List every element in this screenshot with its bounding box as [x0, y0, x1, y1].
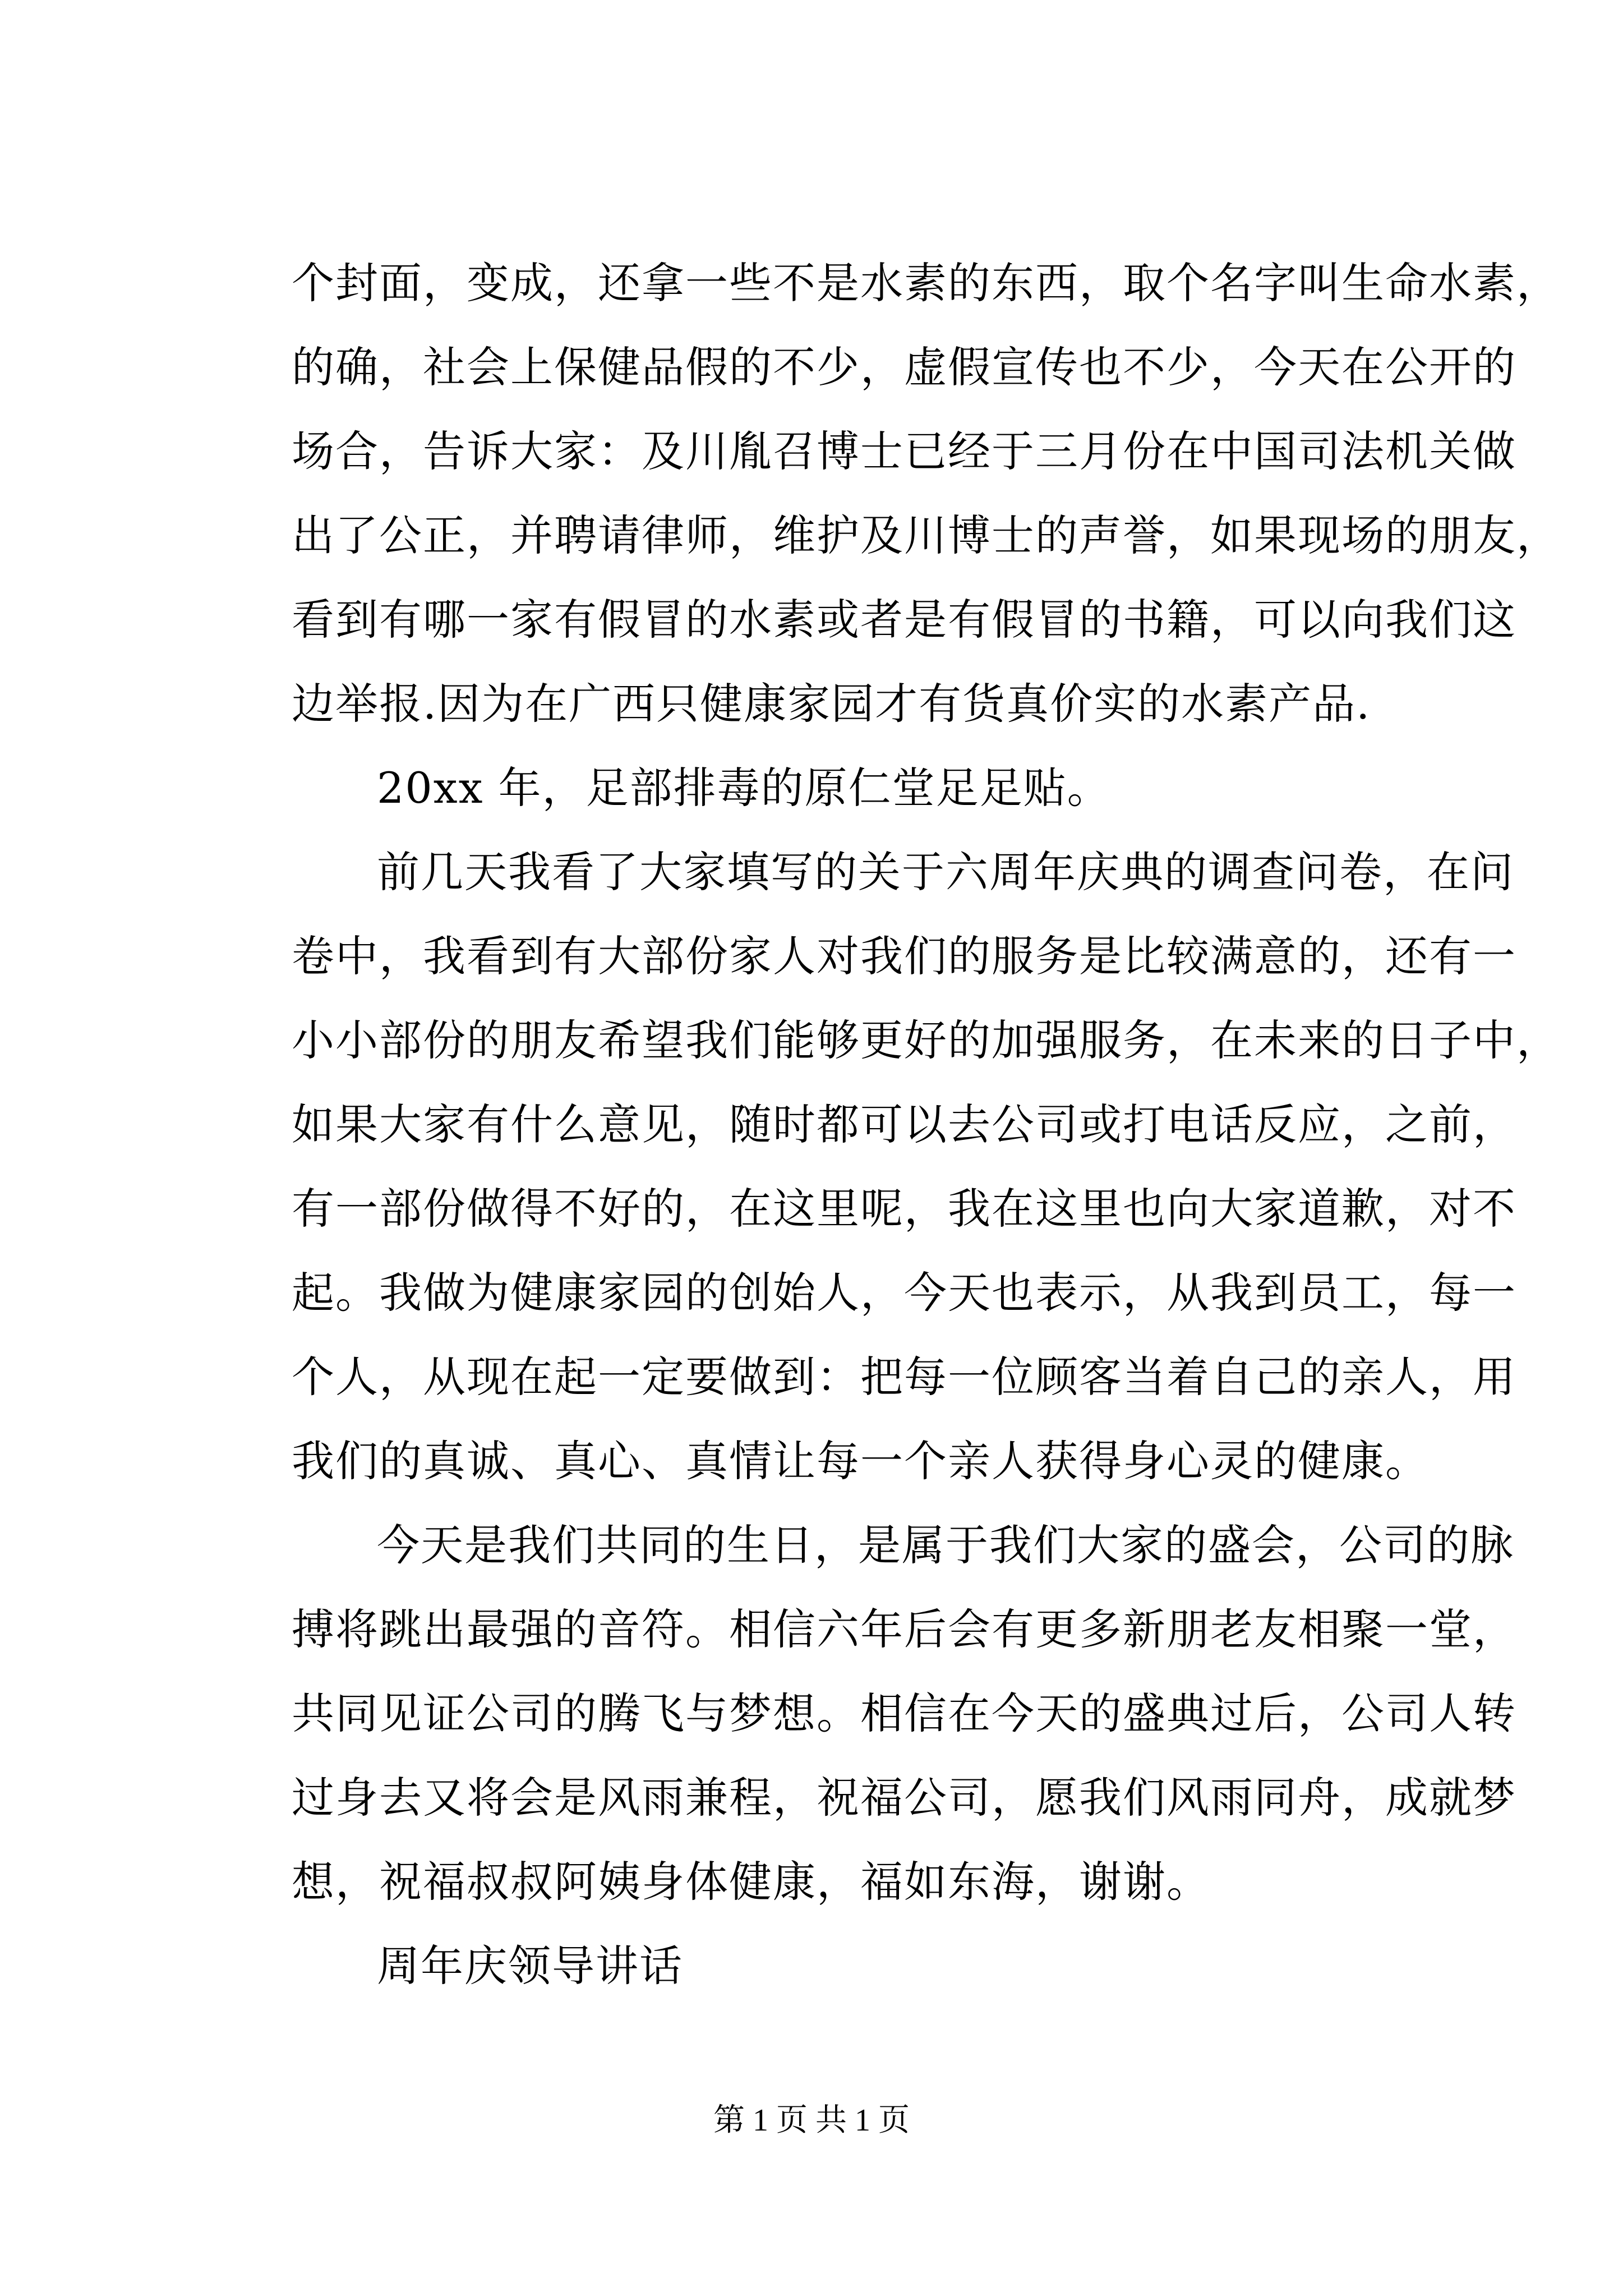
text-line: 共同见证公司的腾飞与梦想。相信在今天的盛典过后，公司人转	[292, 1688, 1516, 1738]
text-line: 个人，从现在起一定要做到：把每一位顾客当着自己的亲人，用	[292, 1352, 1516, 1402]
document-body	[292, 241, 1560, 2008]
text-line: 我们的真诚、真心、真情让每一个亲人获得身心灵的健康。	[292, 1436, 1429, 1486]
text-line: 边举报.因为在广西只健康家园才有货真价实的水素产品.	[292, 679, 1371, 729]
text-line: 20xx 年，足部排毒的原仁堂足足贴。	[377, 763, 1111, 813]
text-line: 想，祝福叔叔阿姨身体健康，福如东海，谢谢。	[292, 1857, 1210, 1907]
text-line: 卷中，我看到有大部份家人对我们的服务是比较满意的，还有一	[292, 931, 1516, 981]
page-number: 第 1 页 共 1 页	[713, 2103, 910, 2138]
paragraph	[292, 1924, 1402, 2008]
paragraph	[292, 1503, 1516, 1924]
text-line: 场合，告诉大家：及川胤召博士已经于三月份在中国司法机关做	[292, 426, 1516, 476]
text-line: 如果大家有什么意见，随时都可以去公司或打电话反应，之前，	[292, 1099, 1516, 1149]
text-line: 前几天我看了大家填写的关于六周年庆典的调查问卷，在问	[377, 847, 1514, 897]
text-line: 过身去又将会是风雨兼程，祝福公司，愿我们风雨同舟，成就梦	[292, 1773, 1516, 1823]
text-line: 有一部份做得不好的，在这里呢，我在这里也向大家道歉，对不	[292, 1184, 1516, 1234]
text-line: 小小部份的朋友希望我们能够更好的加强服务，在未来的日子中，	[292, 1015, 1560, 1065]
text-line: 看到有哪一家有假冒的水素或者是有假冒的书籍，可以向我们这	[292, 595, 1516, 645]
text-line: 的确，社会上保健品假的不少，虚假宣传也不少，今天在公开的	[292, 342, 1516, 392]
text-line: 搏将跳出最强的音符。相信六年后会有更多新朋老友相聚一堂，	[292, 1604, 1516, 1654]
paragraph	[292, 746, 1402, 830]
paragraph	[292, 241, 1560, 746]
text-line: 出了公正，并聘请律师，维护及川博士的声誉，如果现场的朋友，	[292, 510, 1560, 560]
page-footer	[0, 2101, 1623, 2140]
paragraph	[292, 830, 1560, 1503]
text-line: 周年庆领导讲话	[377, 1941, 683, 1991]
text-line: 起。我做为健康家园的创始人，今天也表示，从我到员工，每一	[292, 1268, 1516, 1318]
text-line: 个封面，变成，还拿一些不是水素的东西，取个名字叫生命水素，	[292, 258, 1560, 308]
text-line: 今天是我们共同的生日，是属于我们大家的盛会，公司的脉	[377, 1520, 1514, 1570]
